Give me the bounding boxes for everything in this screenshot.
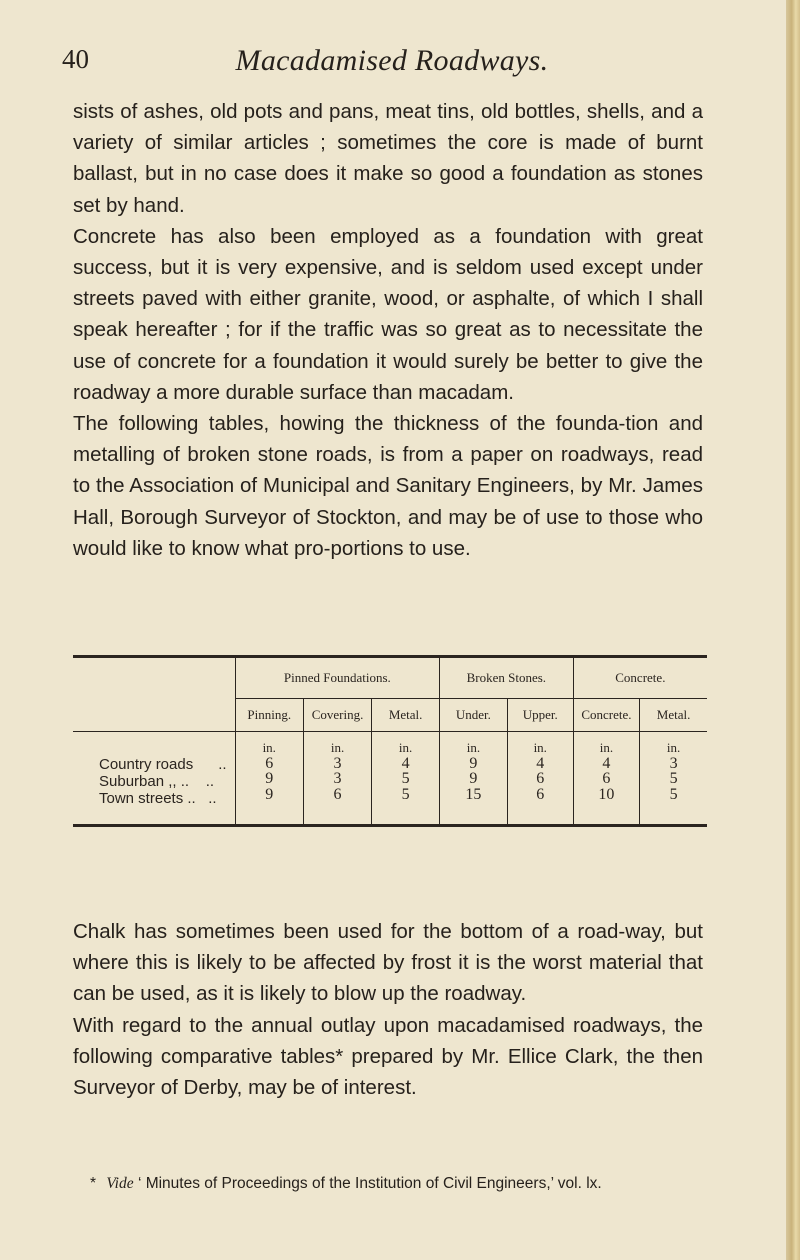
paragraph: The following tables, howing the thickness of the founda-tion and metalling of broken stone roads, is from a paper on roadways, read to the Association of Municipal and Sanitary Engineers, by Mr. James Hall, Borough Surveyor of Stockton, and may be of use to those who would like to know what pro-portions to use. (73, 412, 703, 560)
col-upper (507, 732, 573, 826)
table-cell: 6 (536, 785, 545, 803)
table-cell: 3 (669, 754, 678, 772)
table-cell: 9 (469, 770, 478, 787)
table-cell: 9 (469, 754, 478, 772)
unit-label: in. (533, 740, 547, 755)
subheader: Pinning. (235, 699, 303, 732)
subheader: Under. (439, 699, 507, 732)
group-header-broken: Broken Stones. (439, 657, 573, 699)
table-cell: 15 (465, 785, 482, 803)
row-label-suburban: Suburban ,, .. .. (99, 772, 215, 790)
table-cell: 5 (669, 785, 678, 803)
subheader: Upper. (507, 699, 573, 732)
thickness-table (73, 655, 707, 827)
running-title: Macadamised Roadways. (235, 44, 549, 77)
col-under (439, 732, 507, 826)
unit-label: in. (666, 740, 681, 755)
paragraph: sists of ashes, old pots and pans, meat tins, old bottles, shells, and a variety of similar articles ; sometimes the core is made of burnt ballast, but in no case does it make so good a foundation as stones set by hand. (73, 100, 703, 217)
unit-label: in. (466, 740, 481, 755)
col-pinning (235, 732, 303, 826)
table-cell: 4 (401, 754, 410, 772)
group-header-concrete: Concrete. (573, 657, 707, 699)
body-text-bottom (73, 916, 703, 1103)
table-cell: 6 (333, 785, 342, 803)
group-header-pinned: Pinned Foundations. (235, 657, 439, 699)
row-label-country: Country roads .. (99, 755, 227, 773)
body-text-top (73, 96, 703, 564)
blank-subheader (73, 699, 235, 732)
table-cell: 10 (598, 785, 615, 803)
footnote (90, 1175, 730, 1193)
col-concrete (573, 732, 639, 826)
table-cell: 3 (333, 770, 342, 787)
row-label-header (73, 657, 235, 699)
subheader: Covering. (303, 699, 371, 732)
table-cell: 6 (536, 770, 545, 787)
page-header (62, 44, 722, 84)
page-edge (786, 0, 800, 1260)
unit-label: in. (262, 740, 276, 755)
table-cell: 3 (333, 754, 342, 772)
unit-label: in. (330, 740, 345, 755)
table-cell: 6 (602, 770, 611, 787)
page-number: 40 (62, 44, 89, 74)
subheader: Concrete. (573, 699, 639, 732)
col-metal-pinned (372, 732, 440, 826)
table-cell: 5 (669, 770, 678, 787)
subheader: Metal. (372, 699, 440, 732)
table-cell: 9 (265, 770, 274, 787)
table-cell: 9 (265, 785, 274, 803)
unit-label: in. (599, 740, 614, 755)
footnote-vide: Vide (106, 1175, 134, 1192)
paragraph: With regard to the annual outlay upon macadamised roadways, the following comparative tables* prepared by Mr. Ellice Clark, the then Surveyor of Derby, may be of interest. (73, 1013, 703, 1100)
footnote-text: ‘ Minutes of Proceedings of the Institution of Civil Engineers,’ vol. lx. (137, 1175, 602, 1192)
footnote-marker: * (90, 1175, 97, 1192)
row-labels (73, 732, 235, 826)
table-cell: 4 (536, 754, 545, 772)
row-label-town: Town streets .. .. (99, 789, 217, 807)
paragraph: Chalk has sometimes been used for the bottom of a road-way, but where this is likely to be affected by frost it is the worst material that can be used, as it is likely to blow up the roadway. (73, 920, 703, 1006)
subheader: Metal. (640, 699, 707, 732)
unit-label: in. (398, 740, 413, 755)
table-cell: 5 (401, 770, 410, 787)
table-cell: 6 (265, 754, 274, 772)
table-cell: 4 (602, 754, 611, 772)
table-cell: 5 (401, 785, 410, 803)
paragraph: Concrete has also been employed as a foundation with great success, but it is very expensive, and is seldom used except under streets paved with either granite, wood, or asphalte, of which I shall speak hereafter ; for if the traffic was so great as to necessitate the use of concrete for a foundation it would surely be better to give the roadway a more durable surface than macadam. (73, 224, 703, 404)
col-covering (303, 732, 371, 826)
col-metal-concrete (640, 732, 707, 826)
